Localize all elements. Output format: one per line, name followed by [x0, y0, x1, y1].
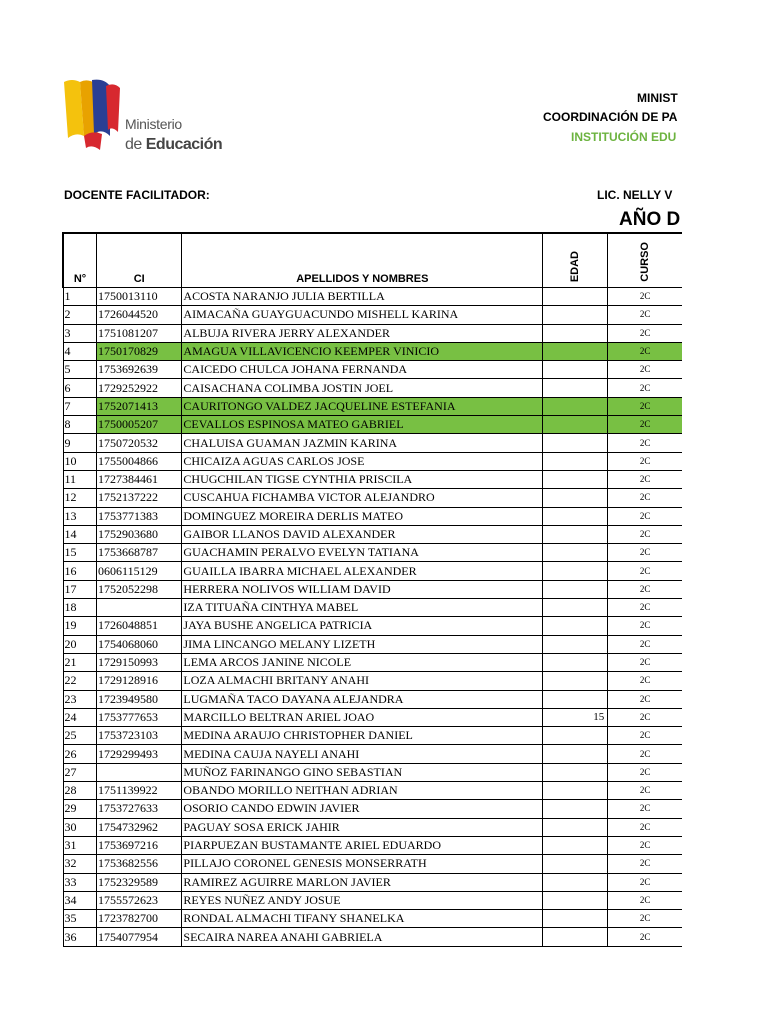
ecuador-flag-icon: [62, 76, 124, 156]
row-edad: [543, 910, 608, 928]
table-row: [63, 855, 682, 873]
row-ci: 1750720532: [97, 434, 182, 452]
row-number: 16: [63, 562, 97, 580]
row-number: 9: [63, 434, 97, 452]
anio-title: AÑO D: [619, 209, 681, 230]
row-number: 14: [63, 525, 97, 543]
row-curso: 2C: [608, 489, 682, 507]
row-ci: 1753692639: [97, 361, 182, 379]
row-name: GAIBOR LLANOS DAVID ALEXANDER: [182, 525, 543, 543]
row-name: PIARPUEZAN BUSTAMANTE ARIEL EDUARDO: [182, 836, 543, 854]
row-number: 10: [63, 452, 97, 470]
row-curso: 2C: [608, 891, 682, 909]
table-row: [63, 434, 682, 452]
row-edad: 15: [543, 708, 608, 726]
row-ci: 1729299493: [97, 745, 182, 763]
row-ci: 1754068060: [97, 635, 182, 653]
row-edad: [543, 507, 608, 525]
logo-text-educacion: de Educación: [125, 136, 223, 153]
table-row: [63, 836, 682, 854]
row-ci: 1753682556: [97, 855, 182, 873]
row-curso: 2C: [608, 617, 682, 635]
row-curso: 2C: [608, 397, 682, 415]
row-edad: [543, 836, 608, 854]
row-name: MEDINA ARAUJO CHRISTOPHER DANIEL: [182, 727, 543, 745]
row-edad: [543, 891, 608, 909]
table-row: [63, 672, 682, 690]
row-number: 21: [63, 653, 97, 671]
row-ci: 1726044520: [97, 306, 182, 324]
table-row: [63, 489, 682, 507]
row-number: 26: [63, 745, 97, 763]
docente-label: DOCENTE FACILITADOR:: [64, 188, 210, 202]
row-curso: 2C: [608, 745, 682, 763]
row-curso: 2C: [608, 507, 682, 525]
row-curso: 2C: [608, 708, 682, 726]
row-curso: 2C: [608, 379, 682, 397]
students-table: [62, 232, 682, 947]
table-row: [63, 306, 682, 324]
row-curso: 2C: [608, 452, 682, 470]
docente-name: LIC. NELLY V: [597, 188, 673, 202]
row-ci: 1726048851: [97, 617, 182, 635]
row-number: 36: [63, 928, 97, 946]
row-ci: 1753697216: [97, 836, 182, 854]
row-edad: [543, 690, 608, 708]
row-curso: 2C: [608, 782, 682, 800]
row-edad: [543, 452, 608, 470]
header-institucion: INSTITUCIÓN EDU: [571, 130, 677, 144]
row-number: 23: [63, 690, 97, 708]
row-name: RONDAL ALMACHI TIFANY SHANELKA: [182, 910, 543, 928]
row-number: 4: [63, 342, 97, 360]
row-curso: 2C: [608, 434, 682, 452]
row-number: 8: [63, 416, 97, 434]
row-number: 25: [63, 727, 97, 745]
row-curso: 2C: [608, 653, 682, 671]
row-edad: [543, 599, 608, 617]
row-edad: [543, 763, 608, 781]
row-ci: 1753771383: [97, 507, 182, 525]
header-ministerio: MINIST: [637, 91, 678, 105]
table-header-row: [63, 233, 682, 288]
row-name: SECAIRA NAREA ANAHI GABRIELA: [182, 928, 543, 946]
row-edad: [543, 361, 608, 379]
row-curso: 2C: [608, 544, 682, 562]
row-ci: 1750013110: [97, 288, 182, 306]
row-number: 31: [63, 836, 97, 854]
row-edad: [543, 928, 608, 946]
row-edad: [543, 324, 608, 342]
row-name: LUGMAÑA TACO DAYANA ALEJANDRA: [182, 690, 543, 708]
row-edad: [543, 306, 608, 324]
table-row: [63, 910, 682, 928]
table-row: [63, 928, 682, 946]
row-curso: 2C: [608, 288, 682, 306]
table-row: [63, 617, 682, 635]
row-ci: 1753723103: [97, 727, 182, 745]
row-ci: 1750170829: [97, 342, 182, 360]
row-number: 1: [63, 288, 97, 306]
row-number: 2: [63, 306, 97, 324]
row-name: JIMA LINCANGO MELANY LIZETH: [182, 635, 543, 653]
row-edad: [543, 544, 608, 562]
table-row: [63, 763, 682, 781]
row-name: REYES NUÑEZ ANDY JOSUE: [182, 891, 543, 909]
row-number: 17: [63, 580, 97, 598]
row-ci: [97, 763, 182, 781]
row-curso: 2C: [608, 599, 682, 617]
table-row: [63, 727, 682, 745]
row-ci: 1753777653: [97, 708, 182, 726]
row-ci: 1727384461: [97, 470, 182, 488]
row-ci: 1723949580: [97, 690, 182, 708]
row-name: CHICAIZA AGUAS CARLOS JOSE: [182, 452, 543, 470]
row-name: IZA TITUAÑA CINTHYA MABEL: [182, 599, 543, 617]
row-name: CAICEDO CHULCA JOHANA FERNANDA: [182, 361, 543, 379]
row-name: PILLAJO CORONEL GENESIS MONSERRATH: [182, 855, 543, 873]
table-row: [63, 525, 682, 543]
row-ci: 1754732962: [97, 818, 182, 836]
row-name: CHUGCHILAN TIGSE CYNTHIA PRISCILA: [182, 470, 543, 488]
header-curso: CURSO: [608, 233, 682, 288]
row-ci: 1755572623: [97, 891, 182, 909]
row-ci: 1753727633: [97, 800, 182, 818]
table-row: [63, 599, 682, 617]
row-curso: 2C: [608, 690, 682, 708]
row-number: 28: [63, 782, 97, 800]
table-row: [63, 891, 682, 909]
row-name: PAGUAY SOSA ERICK JAHIR: [182, 818, 543, 836]
table-row: [63, 361, 682, 379]
row-number: 5: [63, 361, 97, 379]
row-number: 11: [63, 470, 97, 488]
table-row: [63, 562, 682, 580]
row-number: 24: [63, 708, 97, 726]
row-edad: [543, 562, 608, 580]
row-number: 35: [63, 910, 97, 928]
row-edad: [543, 782, 608, 800]
row-curso: 2C: [608, 635, 682, 653]
row-curso: 2C: [608, 562, 682, 580]
header-nombres: APELLIDOS Y NOMBRES: [182, 233, 543, 288]
row-ci: 0606115129: [97, 562, 182, 580]
row-name: OSORIO CANDO EDWIN JAVIER: [182, 800, 543, 818]
row-edad: [543, 800, 608, 818]
row-name: OBANDO MORILLO NEITHAN ADRIAN: [182, 782, 543, 800]
row-name: MEDINA CAUJA NAYELI ANAHI: [182, 745, 543, 763]
header-coordinacion: COORDINACIÓN DE PA: [543, 110, 678, 124]
header-n: N°: [63, 233, 97, 288]
row-number: 29: [63, 800, 97, 818]
row-name: CAURITONGO VALDEZ JACQUELINE ESTEFANIA: [182, 397, 543, 415]
row-edad: [543, 855, 608, 873]
row-curso: 2C: [608, 342, 682, 360]
table-row: [63, 544, 682, 562]
row-ci: 1751081207: [97, 324, 182, 342]
row-name: MUÑOZ FARINANGO GINO SEBASTIAN: [182, 763, 543, 781]
row-number: 27: [63, 763, 97, 781]
row-number: 15: [63, 544, 97, 562]
row-number: 30: [63, 818, 97, 836]
row-name: GUAILLA IBARRA MICHAEL ALEXANDER: [182, 562, 543, 580]
table-row: [63, 288, 682, 306]
row-name: DOMINGUEZ MOREIRA DERLIS MATEO: [182, 507, 543, 525]
row-edad: [543, 288, 608, 306]
row-ci: 1755004866: [97, 452, 182, 470]
row-ci: 1753668787: [97, 544, 182, 562]
row-number: 32: [63, 855, 97, 873]
table-row: [63, 818, 682, 836]
row-name: RAMIREZ AGUIRRE MARLON JAVIER: [182, 873, 543, 891]
table-row: [63, 708, 682, 726]
row-name: LEMA ARCOS JANINE NICOLE: [182, 653, 543, 671]
row-curso: 2C: [608, 855, 682, 873]
row-number: 7: [63, 397, 97, 415]
row-curso: 2C: [608, 910, 682, 928]
row-ci: 1729150993: [97, 653, 182, 671]
row-number: 20: [63, 635, 97, 653]
row-name: JAYA BUSHE ANGELICA PATRICIA: [182, 617, 543, 635]
row-name: GUACHAMIN PERALVO EVELYN TATIANA: [182, 544, 543, 562]
row-curso: 2C: [608, 470, 682, 488]
row-edad: [543, 745, 608, 763]
row-edad: [543, 653, 608, 671]
row-curso: 2C: [608, 873, 682, 891]
row-ci: 1752137222: [97, 489, 182, 507]
row-ci: 1751139922: [97, 782, 182, 800]
row-ci: 1750005207: [97, 416, 182, 434]
table-row: [63, 873, 682, 891]
row-edad: [543, 470, 608, 488]
row-edad: [543, 818, 608, 836]
row-curso: 2C: [608, 306, 682, 324]
table-row: [63, 416, 682, 434]
row-ci: 1723782700: [97, 910, 182, 928]
row-edad: [543, 434, 608, 452]
row-ci: 1754077954: [97, 928, 182, 946]
table-row: [63, 470, 682, 488]
row-edad: [543, 416, 608, 434]
table-row: [63, 397, 682, 415]
row-ci: 1729252922: [97, 379, 182, 397]
row-name: ACOSTA NARANJO JULIA BERTILLA: [182, 288, 543, 306]
row-name: CUSCAHUA FICHAMBA VICTOR ALEJANDRO: [182, 489, 543, 507]
row-number: 33: [63, 873, 97, 891]
row-ci: 1752052298: [97, 580, 182, 598]
row-curso: 2C: [608, 727, 682, 745]
table-row: [63, 800, 682, 818]
table-row: [63, 507, 682, 525]
row-curso: 2C: [608, 928, 682, 946]
row-ci: [97, 599, 182, 617]
row-name: LOZA ALMACHI BRITANY ANAHI: [182, 672, 543, 690]
table-row: [63, 690, 682, 708]
row-curso: 2C: [608, 525, 682, 543]
row-edad: [543, 672, 608, 690]
row-number: 13: [63, 507, 97, 525]
row-name: AIMACAÑA GUAYGUACUNDO MISHELL KARINA: [182, 306, 543, 324]
row-number: 12: [63, 489, 97, 507]
row-edad: [543, 525, 608, 543]
row-edad: [543, 379, 608, 397]
row-ci: 1729128916: [97, 672, 182, 690]
row-curso: 2C: [608, 361, 682, 379]
logo-text-ministerio: Ministerio: [125, 116, 182, 132]
row-edad: [543, 617, 608, 635]
table-row: [63, 635, 682, 653]
table-row: [63, 452, 682, 470]
row-name: MARCILLO BELTRAN ARIEL JOAO: [182, 708, 543, 726]
row-curso: 2C: [608, 416, 682, 434]
table-row: [63, 653, 682, 671]
row-number: 19: [63, 617, 97, 635]
row-curso: 2C: [608, 324, 682, 342]
row-edad: [543, 580, 608, 598]
row-edad: [543, 397, 608, 415]
table-row: [63, 580, 682, 598]
row-curso: 2C: [608, 672, 682, 690]
row-curso: 2C: [608, 800, 682, 818]
row-curso: 2C: [608, 836, 682, 854]
table-row: [63, 324, 682, 342]
row-ci: 1752329589: [97, 873, 182, 891]
row-name: CAISACHANA COLIMBA JOSTIN JOEL: [182, 379, 543, 397]
header-ci: CI: [97, 233, 182, 288]
row-number: 6: [63, 379, 97, 397]
row-ci: 1752071413: [97, 397, 182, 415]
row-edad: [543, 635, 608, 653]
row-edad: [543, 489, 608, 507]
header-edad: EDAD: [543, 233, 608, 288]
row-curso: 2C: [608, 818, 682, 836]
table-row: [63, 342, 682, 360]
table-row: [63, 745, 682, 763]
table-row: [63, 782, 682, 800]
table-row: [63, 379, 682, 397]
row-number: 18: [63, 599, 97, 617]
row-name: CEVALLOS ESPINOSA MATEO GABRIEL: [182, 416, 543, 434]
row-edad: [543, 727, 608, 745]
row-edad: [543, 342, 608, 360]
row-edad: [543, 873, 608, 891]
row-name: HERRERA NOLIVOS WILLIAM DAVID: [182, 580, 543, 598]
row-curso: 2C: [608, 580, 682, 598]
row-name: AMAGUA VILLAVICENCIO KEEMPER VINICIO: [182, 342, 543, 360]
row-number: 34: [63, 891, 97, 909]
row-curso: 2C: [608, 763, 682, 781]
row-number: 3: [63, 324, 97, 342]
row-number: 22: [63, 672, 97, 690]
row-name: CHALUISA GUAMAN JAZMIN KARINA: [182, 434, 543, 452]
row-ci: 1752903680: [97, 525, 182, 543]
row-name: ALBUJA RIVERA JERRY ALEXANDER: [182, 324, 543, 342]
